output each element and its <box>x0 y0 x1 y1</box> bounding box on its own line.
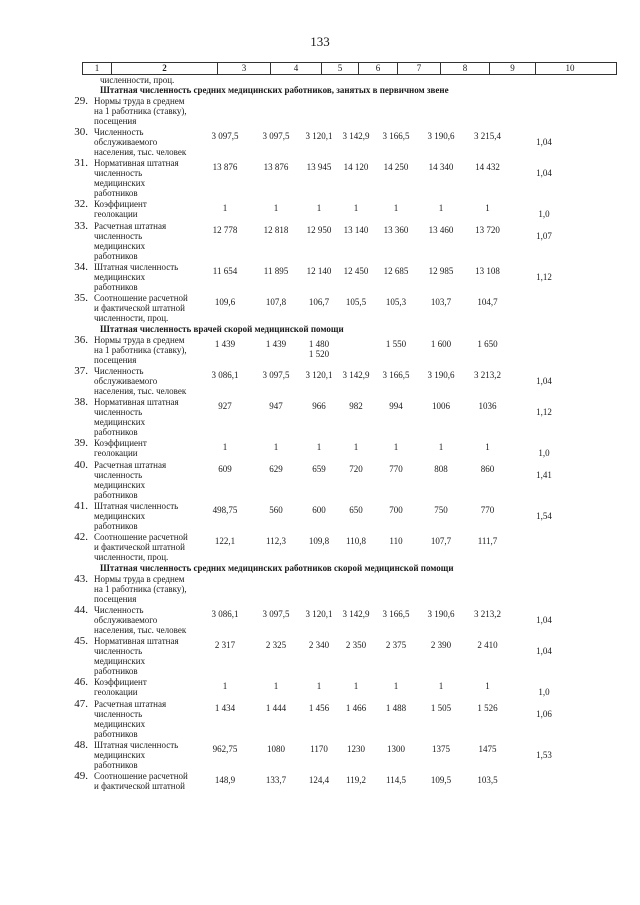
table-row <box>74 698 617 740</box>
cell-value: 107,7 <box>430 536 452 546</box>
header-col-2: 2 <box>112 63 218 74</box>
table-row <box>74 739 617 771</box>
table-row <box>74 334 617 366</box>
row-number: 47. <box>74 698 88 710</box>
row-label: Штатная численность медицинских работников <box>94 262 179 292</box>
row-number: 45. <box>74 635 88 647</box>
section-title: Штатная численность врачей скорой медицинской помощи <box>100 324 344 334</box>
cell-value: 994 <box>389 401 403 411</box>
cell-value: 770 <box>389 464 403 474</box>
cell-value: 3 166,5 <box>382 131 410 141</box>
cell-value <box>510 532 578 563</box>
row-number: 39. <box>74 437 88 449</box>
cell-value <box>337 96 375 127</box>
table-row <box>74 198 617 221</box>
cell-value: 966 <box>312 401 326 411</box>
table-row <box>74 531 617 563</box>
row-number: 44. <box>74 604 88 616</box>
cell-value: 1 <box>438 203 444 213</box>
table-row <box>74 292 617 324</box>
row-label: Соотношение расчетной и фактической штатной численности, проц. <box>94 532 188 562</box>
row-number: 41. <box>74 500 88 512</box>
cell-value: 12 985 <box>428 266 454 276</box>
cell-value: 2 410 <box>477 640 498 650</box>
cell-value: 650 <box>349 505 363 515</box>
cell-value: 13 140 <box>343 225 369 235</box>
row-label: Нормативная штатная численность медицинских работников <box>94 397 179 437</box>
cell-value: 1,0 <box>538 209 550 219</box>
cell-value: 1,0 <box>538 687 550 697</box>
cell-value: 122,1 <box>214 536 236 546</box>
cell-value <box>337 574 375 605</box>
cell-value: 3 213,2 <box>474 609 501 619</box>
staffing-table <box>74 62 617 793</box>
cell-value: 962,75 <box>212 744 238 754</box>
cell-value: 1 <box>316 203 322 213</box>
table-row <box>74 396 617 438</box>
cell-value: 1 <box>222 203 228 213</box>
row-number: 37. <box>74 365 88 377</box>
cell-value: 1,12 <box>536 272 552 282</box>
table-row <box>74 157 617 199</box>
row-number: 33. <box>74 220 88 232</box>
row-number: 46. <box>74 676 88 688</box>
cell-value: 148,9 <box>214 775 236 785</box>
row-number: 38. <box>74 396 88 408</box>
row-number: 40. <box>74 459 88 471</box>
cell-value: 3 097,5 <box>262 131 290 141</box>
cell-value: 1 488 <box>385 703 407 713</box>
page-number: 133 <box>310 34 330 49</box>
row-label: Соотношение расчетной и фактической штатной <box>94 771 188 791</box>
cell-value: 1 <box>273 442 279 452</box>
cell-value: 1 600 <box>430 339 452 349</box>
cell-value: 1,07 <box>536 231 552 241</box>
row-number: 29. <box>74 95 88 107</box>
cell-value: 1 <box>393 442 399 452</box>
row-number: 48. <box>74 739 88 751</box>
row-number: 30. <box>74 126 88 138</box>
cell-value: 1,54 <box>536 511 552 521</box>
cell-value: 3 120,1 <box>305 131 333 141</box>
table-row <box>74 220 617 262</box>
cell-value: 3 166,5 <box>382 609 410 619</box>
cell-value: 13 360 <box>383 225 409 235</box>
row-number: 34. <box>74 261 88 273</box>
row-number: 35. <box>74 292 88 304</box>
cell-value: 750 <box>434 505 448 515</box>
row-label: Коэффициент геолокации <box>94 199 147 219</box>
cell-value <box>465 96 510 127</box>
cell-value: 2 317 <box>214 640 236 650</box>
cell-value: 11 654 <box>212 266 238 276</box>
continuation-text: численности, проц. <box>100 75 175 85</box>
row-label: Штатная численность медицинских работников <box>94 501 179 531</box>
cell-value <box>251 96 301 127</box>
cell-value: 103,7 <box>430 297 452 307</box>
cell-value: 1080 <box>267 744 285 754</box>
row-number: 32. <box>74 198 88 210</box>
cell-value: 1,04 <box>536 615 552 625</box>
row-label: Численность обслуживаемого населения, тыс. человек <box>94 605 187 635</box>
cell-value: 3 190,6 <box>427 131 455 141</box>
table-body <box>74 85 617 793</box>
cell-value: 2 350 <box>345 640 367 650</box>
table-header <box>82 62 617 75</box>
cell-value: 1,04 <box>536 646 552 656</box>
cell-value: 609 <box>218 464 232 474</box>
header-col-7: 7 <box>398 63 441 74</box>
cell-value <box>251 574 301 605</box>
cell-value: 3 166,5 <box>382 370 410 380</box>
header-col-8: 8 <box>441 63 490 74</box>
cell-value: 12 778 <box>212 225 238 235</box>
header-col-5: 5 <box>322 63 359 74</box>
table-row <box>74 126 617 158</box>
cell-value: 1 439 <box>265 339 287 349</box>
row-number: 42. <box>74 531 88 543</box>
cell-value: 3 097,5 <box>211 131 239 141</box>
cell-value: 1006 <box>432 401 450 411</box>
cell-value: 1 439 <box>214 339 236 349</box>
cell-value: 3 215,4 <box>474 131 501 141</box>
cell-value: 1 <box>353 203 359 213</box>
row-label: Соотношение расчетной и фактической штатной численности, проц. <box>94 293 188 323</box>
cell-value: 109,5 <box>430 775 452 785</box>
cell-value: 1 <box>353 681 359 691</box>
row-label: Расчетная штатная численность медицинских работников <box>94 460 167 500</box>
cell-value: 1 <box>485 681 490 691</box>
cell-value: 12 818 <box>263 225 289 235</box>
row-label: Расчетная штатная численность медицинских работников <box>94 221 167 261</box>
cell-value: 947 <box>269 401 283 411</box>
cell-value <box>199 96 251 127</box>
cell-value: 1 <box>393 681 399 691</box>
cell-value <box>510 96 578 127</box>
cell-value: 1,04 <box>536 376 552 386</box>
cell-value: 114,5 <box>386 775 406 785</box>
cell-value: 600 <box>312 505 326 515</box>
cell-value: 629 <box>269 464 283 474</box>
cell-value: 560 <box>269 505 283 515</box>
cell-value: 1 650 <box>477 339 498 349</box>
section-title: Штатная численность средних медицинских работников скорой медицинской помощи <box>100 563 454 573</box>
row-label: Нормы труда в среднем на 1 работника (ставку), посещения <box>94 96 187 126</box>
cell-value <box>510 574 578 605</box>
cell-value: 1 <box>485 203 490 213</box>
cell-value: 112,3 <box>266 536 286 546</box>
cell-value: 14 120 <box>343 162 369 172</box>
cell-value: 3 120,1 <box>305 370 333 380</box>
cell-value: 104,7 <box>477 297 498 307</box>
table-row <box>74 261 617 293</box>
cell-value: 1 434 <box>214 703 236 713</box>
cell-value: 111,7 <box>477 536 498 546</box>
cell-value: 3 120,1 <box>305 609 333 619</box>
cell-value: 1 505 <box>430 703 452 713</box>
cell-value: 13 108 <box>475 266 500 276</box>
cell-value: 3 190,6 <box>427 609 455 619</box>
cell-value: 770 <box>480 505 495 515</box>
row-label: Численность обслуживаемого населения, тыс. человек <box>94 127 187 157</box>
header-col-10: 10 <box>565 63 575 73</box>
table-row <box>74 95 617 127</box>
row-label: Нормы труда в среднем на 1 работника (ставку), посещения <box>94 574 187 604</box>
row-label: Численность обслуживаемого населения, тыс. человек <box>94 366 187 396</box>
cell-value <box>199 574 251 605</box>
cell-value: 106,7 <box>308 297 330 307</box>
cell-value: 808 <box>434 464 448 474</box>
cell-value: 110 <box>389 536 403 546</box>
table-row <box>74 500 617 532</box>
table-row <box>74 365 617 397</box>
cell-value <box>510 335 578 366</box>
cell-value: 1 <box>316 442 322 452</box>
cell-value: 1,0 <box>538 448 550 458</box>
header-col-9: 9 <box>490 63 536 74</box>
cell-value: 1,04 <box>536 168 552 178</box>
cell-value: 1 <box>222 442 228 452</box>
cell-value: 1 <box>485 442 490 452</box>
cell-value <box>510 293 578 324</box>
cell-value: 3 097,5 <box>262 609 290 619</box>
row-number: 31. <box>74 157 88 169</box>
cell-value: 2 390 <box>430 640 452 650</box>
cell-value: 860 <box>480 464 495 474</box>
cell-value: 3 086,1 <box>211 370 239 380</box>
table-row <box>74 604 617 636</box>
cell-value <box>465 574 510 605</box>
cell-value: 109,6 <box>214 297 236 307</box>
cell-value: 1 466 <box>345 703 367 713</box>
cell-value: 12 950 <box>306 225 332 235</box>
cell-value: 14 340 <box>428 162 454 172</box>
cell-value: 1,41 <box>536 470 552 480</box>
cell-value: 1 <box>438 442 444 452</box>
cell-value: 103,5 <box>477 775 498 785</box>
cell-value: 1,12 <box>536 407 552 417</box>
cell-value: 119,2 <box>346 775 366 785</box>
cell-value: 1,06 <box>536 709 552 719</box>
row-number: 49. <box>74 770 88 782</box>
header-col-1: 1 <box>83 63 112 74</box>
cell-value: 124,4 <box>308 775 330 785</box>
header-col-3: 3 <box>218 63 271 74</box>
cell-value <box>301 574 337 605</box>
cell-value <box>375 96 417 127</box>
cell-value: 1230 <box>347 744 365 754</box>
cell-value: 1170 <box>310 744 328 754</box>
cell-value: 13 720 <box>475 225 500 235</box>
cell-value: 659 <box>312 464 326 474</box>
cell-value: 13 945 <box>306 162 332 172</box>
cell-value: 12 685 <box>383 266 409 276</box>
cell-value: 1 550 <box>385 339 407 349</box>
cell-value: 3 213,2 <box>474 370 501 380</box>
cell-value: 700 <box>389 505 403 515</box>
table-row <box>74 459 617 501</box>
row-label: Нормативная штатная численность медицинских работников <box>94 158 179 198</box>
cell-value: 2 325 <box>265 640 287 650</box>
table-row <box>74 437 617 460</box>
cell-value: 109,8 <box>308 536 330 546</box>
cell-value: 13 876 <box>212 162 238 172</box>
row-label: Нормы труда в среднем на 1 работника (ставку), посещения <box>94 335 187 365</box>
cell-value: 927 <box>218 401 232 411</box>
cell-value <box>510 771 578 793</box>
cell-value: 3 190,6 <box>427 370 455 380</box>
cell-value: 1 444 <box>265 703 287 713</box>
cell-value: 107,8 <box>265 297 287 307</box>
row-number: 36. <box>74 334 88 346</box>
cell-value: 1 456 <box>308 703 330 713</box>
cell-value: 1 <box>393 203 399 213</box>
cell-value: 982 <box>349 401 363 411</box>
cell-value <box>417 574 465 605</box>
row-label: Штатная численность медицинских работников <box>94 740 179 770</box>
cell-value: 3 142,9 <box>342 609 370 619</box>
row-label: Коэффициент геолокации <box>94 438 147 458</box>
cell-value: 1 526 <box>477 703 498 713</box>
cell-value: 1,53 <box>536 750 552 760</box>
cell-value: 133,7 <box>265 775 287 785</box>
cell-value: 1036 <box>478 401 497 411</box>
header-col-6: 6 <box>359 63 398 74</box>
cell-value: 12 450 <box>343 266 369 276</box>
table-row <box>74 635 617 677</box>
cell-value: 2 340 <box>308 640 330 650</box>
cell-value: 1 <box>353 442 359 452</box>
cell-value: 14 432 <box>475 162 500 172</box>
cell-value: 13 876 <box>263 162 289 172</box>
cell-value: 1 <box>273 681 279 691</box>
cell-value: 11 895 <box>263 266 289 276</box>
table-row <box>74 573 617 605</box>
section-title: Штатная численность средних медицинских работников, занятых в первичном звене <box>100 85 449 95</box>
cell-value: 3 142,9 <box>342 131 370 141</box>
row-label: Нормативная штатная численность медицинских работников <box>94 636 179 676</box>
cell-value: 105,5 <box>345 297 367 307</box>
row-label: Расчетная штатная численность медицинских работников <box>94 699 167 739</box>
cell-value <box>375 574 417 605</box>
header-col-4: 4 <box>271 63 322 74</box>
cell-value: 2 375 <box>385 640 407 650</box>
cell-value: 1 <box>273 203 279 213</box>
cell-value: 3 086,1 <box>211 609 239 619</box>
cell-value <box>417 96 465 127</box>
cell-value <box>337 335 375 366</box>
cell-value: 13 460 <box>428 225 454 235</box>
cell-value: 110,8 <box>346 536 366 546</box>
cell-value: 1375 <box>432 744 450 754</box>
cell-value: 1300 <box>387 744 405 754</box>
row-number: 43. <box>74 573 88 585</box>
cell-value: 3 097,5 <box>262 370 290 380</box>
cell-value: 1475 <box>478 744 497 754</box>
cell-value: 1 <box>222 681 228 691</box>
cell-value: 1 <box>438 681 444 691</box>
cell-value: 1 480 1 520 <box>308 339 330 359</box>
table-row <box>74 676 617 699</box>
cell-value <box>301 96 337 127</box>
cell-value: 720 <box>349 464 363 474</box>
cell-value: 12 140 <box>306 266 332 276</box>
cell-value: 3 142,9 <box>342 370 370 380</box>
cell-value: 1,04 <box>536 137 552 147</box>
cell-value: 14 250 <box>383 162 409 172</box>
table-row <box>74 770 617 793</box>
cell-value: 1 <box>316 681 322 691</box>
row-label: Коэффициент геолокации <box>94 677 147 697</box>
cell-value: 498,75 <box>212 505 238 515</box>
cell-value: 105,3 <box>385 297 407 307</box>
